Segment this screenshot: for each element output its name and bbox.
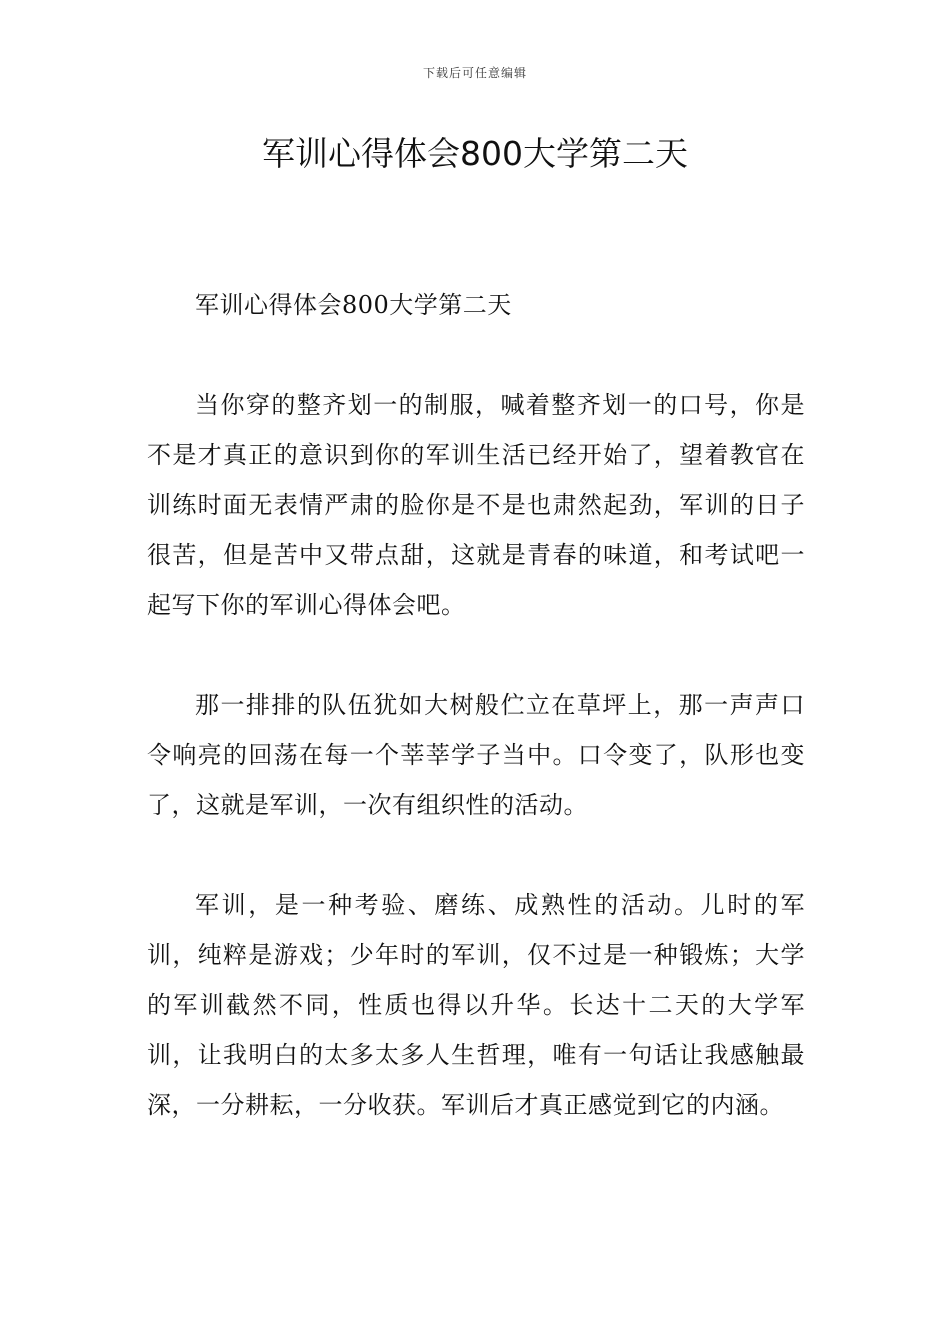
paragraph-3: 军训，是一种考验、磨练、成熟性的活动。儿时的军训，纯粹是游戏；少年时的军训，仅不过是一种锻炼；大学的军训截然不同，性质也得以升华。长达十二天的大学军训，让我明白的太多太多人生哲理，唯有一句话让我感触最深，一分耕耘，一分收获。军训后才真正感觉到它的内涵。 [147,891,805,1119]
paragraph-subtitle: 军训心得体会800大学第二天 [195,291,512,319]
paragraph-1: 当你穿的整齐划一的制服，喊着整齐划一的口号，你是不是才真正的意识到你的军训生活已经开始了，望着教官在训练时面无表情严肃的脸你是不是也肃然起劲，军训的日子很苦，但是苦中又带点甜，这就是青春的味道，和考试吧一起写下你的军训心得体会吧。 [147,391,805,619]
paragraph-2: 那一排排的队伍犹如大树般伫立在草坪上，那一声声口令响亮的回荡在每一个莘莘学子当中。口令变了，队形也变了，这就是军训，一次有组织性的活动。 [147,691,805,819]
header-note: 下载后可任意编辑 [422,66,527,80]
document-title: 军训心得体会800大学第二天 [262,134,688,173]
document-body [147,280,805,1180]
